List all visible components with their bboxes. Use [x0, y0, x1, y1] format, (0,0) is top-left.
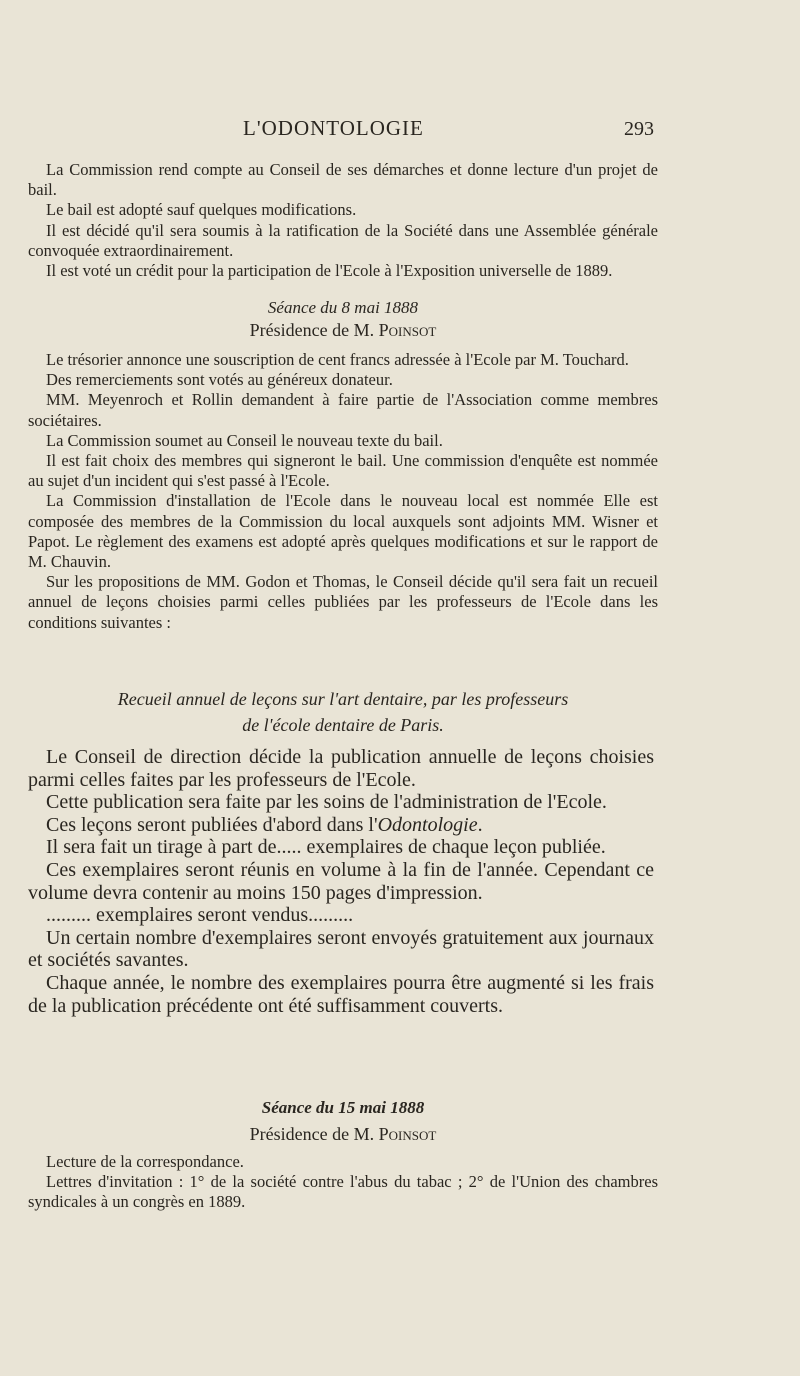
- presidency-line: [28, 1124, 658, 1145]
- paragraph: Un certain nombre d'exemplaires seront envoyés gratuitement aux journaux et sociétés savantes.: [28, 926, 654, 972]
- minutes-block-1: [28, 160, 658, 281]
- president-name: Poinsot: [378, 320, 437, 340]
- paragraph: Des remerciements sont votés au généreux donateur.: [46, 370, 393, 390]
- regulation-text: [28, 746, 654, 1017]
- presidency-line: [28, 320, 658, 341]
- paragraph: Sur les propositions de MM. Godon et Thomas, le Conseil décide qu'il sera fait un recueil annuel de leçons choisies parmi celles publiées par les professeurs de l'Ecole dans les conditions suivantes :: [28, 572, 658, 632]
- journal-name: Odontologie: [377, 813, 478, 836]
- session-heading-may-15: Séance du 15 mai 1888: [261, 1098, 425, 1117]
- minutes-block-3: [28, 1152, 658, 1213]
- recueil-title: [28, 686, 658, 738]
- paragraph: Il est décidé qu'il sera soumis à la ratification de la Société dans une Assemblée générale convoquée extraordinairement.: [28, 220, 658, 260]
- paragraph: Cette publication sera faite par les soins de l'administration de l'Ecole.: [46, 791, 607, 814]
- paragraph: [28, 814, 654, 837]
- presidency-label: Présidence de M.: [249, 1124, 375, 1144]
- session-heading-may-8: Séance du 8 mai 1888: [267, 298, 419, 317]
- paragraph: ......... exemplaires seront vendus.........: [46, 904, 354, 927]
- recueil-title-line-1: Recueil annuel de leçons sur l'art dentaire, par les professeurs: [117, 689, 569, 709]
- presidency-label: Présidence de M.: [249, 320, 375, 340]
- paragraph: La Commission rend compte au Conseil de ses démarches et donne lecture d'un projet de bail.: [28, 160, 658, 200]
- paragraph: Lecture de la correspondance.: [46, 1152, 244, 1171]
- paragraph: Lettres d'invitation : 1° de la société contre l'abus du tabac ; 2° de l'Union des chambres syndicales à un congrès en 1889.: [28, 1172, 658, 1212]
- text-span: Ces leçons seront publiées d'abord dans l': [46, 813, 378, 836]
- page-header: [0, 116, 800, 146]
- page-number: 293: [624, 118, 654, 140]
- paragraph: Le trésorier annonce une souscription de cent francs adressée à l'Ecole par M. Touchard.: [46, 350, 629, 369]
- paragraph: Le Conseil de direction décide la publication annuelle de leçons choisies parmi celles faites par les professeurs de l'Ecole.: [28, 746, 654, 791]
- paragraph: Chaque année, le nombre des exemplaires pourra être augmenté si les frais de la publication précédente ont été suffisamment couverts.: [28, 971, 654, 1017]
- recueil-title-line-2: de l'école dentaire de Paris.: [242, 715, 444, 735]
- president-name: Poinsot: [378, 1124, 437, 1144]
- paragraph: MM. Meyenroch et Rollin demandent à faire partie de l'Association comme membres sociétaires.: [28, 390, 658, 430]
- paragraph: Il est fait choix des membres qui signeront le bail. Une commission d'enquête est nommée au sujet d'un incident qui s'est passé à l'Ecole.: [28, 451, 658, 491]
- paragraph: La Commission d'installation de l'Ecole dans le nouveau local est nommée Elle est composée des membres de la Commission du local auxquels sont adjoints MM. Wisner et Papot. Le règlement des examens est adopté après quelques modifications et sur le rapport de M. Chauvin.: [28, 491, 658, 572]
- minutes-block-2: [28, 350, 658, 633]
- paragraph: Il est voté un crédit pour la participation de l'Ecole à l'Exposition universelle de 1889.: [46, 261, 613, 281]
- paragraph: Ces exemplaires seront réunis en volume à la fin de l'année. Cependant ce volume devra contenir au moins 150 pages d'impression.: [28, 858, 654, 904]
- paragraph: La Commission soumet au Conseil le nouveau texte du bail.: [46, 430, 443, 450]
- paragraph: Le bail est adopté sauf quelques modifications.: [46, 200, 357, 220]
- running-title: L'ODONTOLOGIE: [243, 116, 424, 140]
- paragraph: Il sera fait un tirage à part de..... exemplaires de chaque leçon publiée.: [46, 836, 606, 859]
- text-span: .: [477, 813, 483, 836]
